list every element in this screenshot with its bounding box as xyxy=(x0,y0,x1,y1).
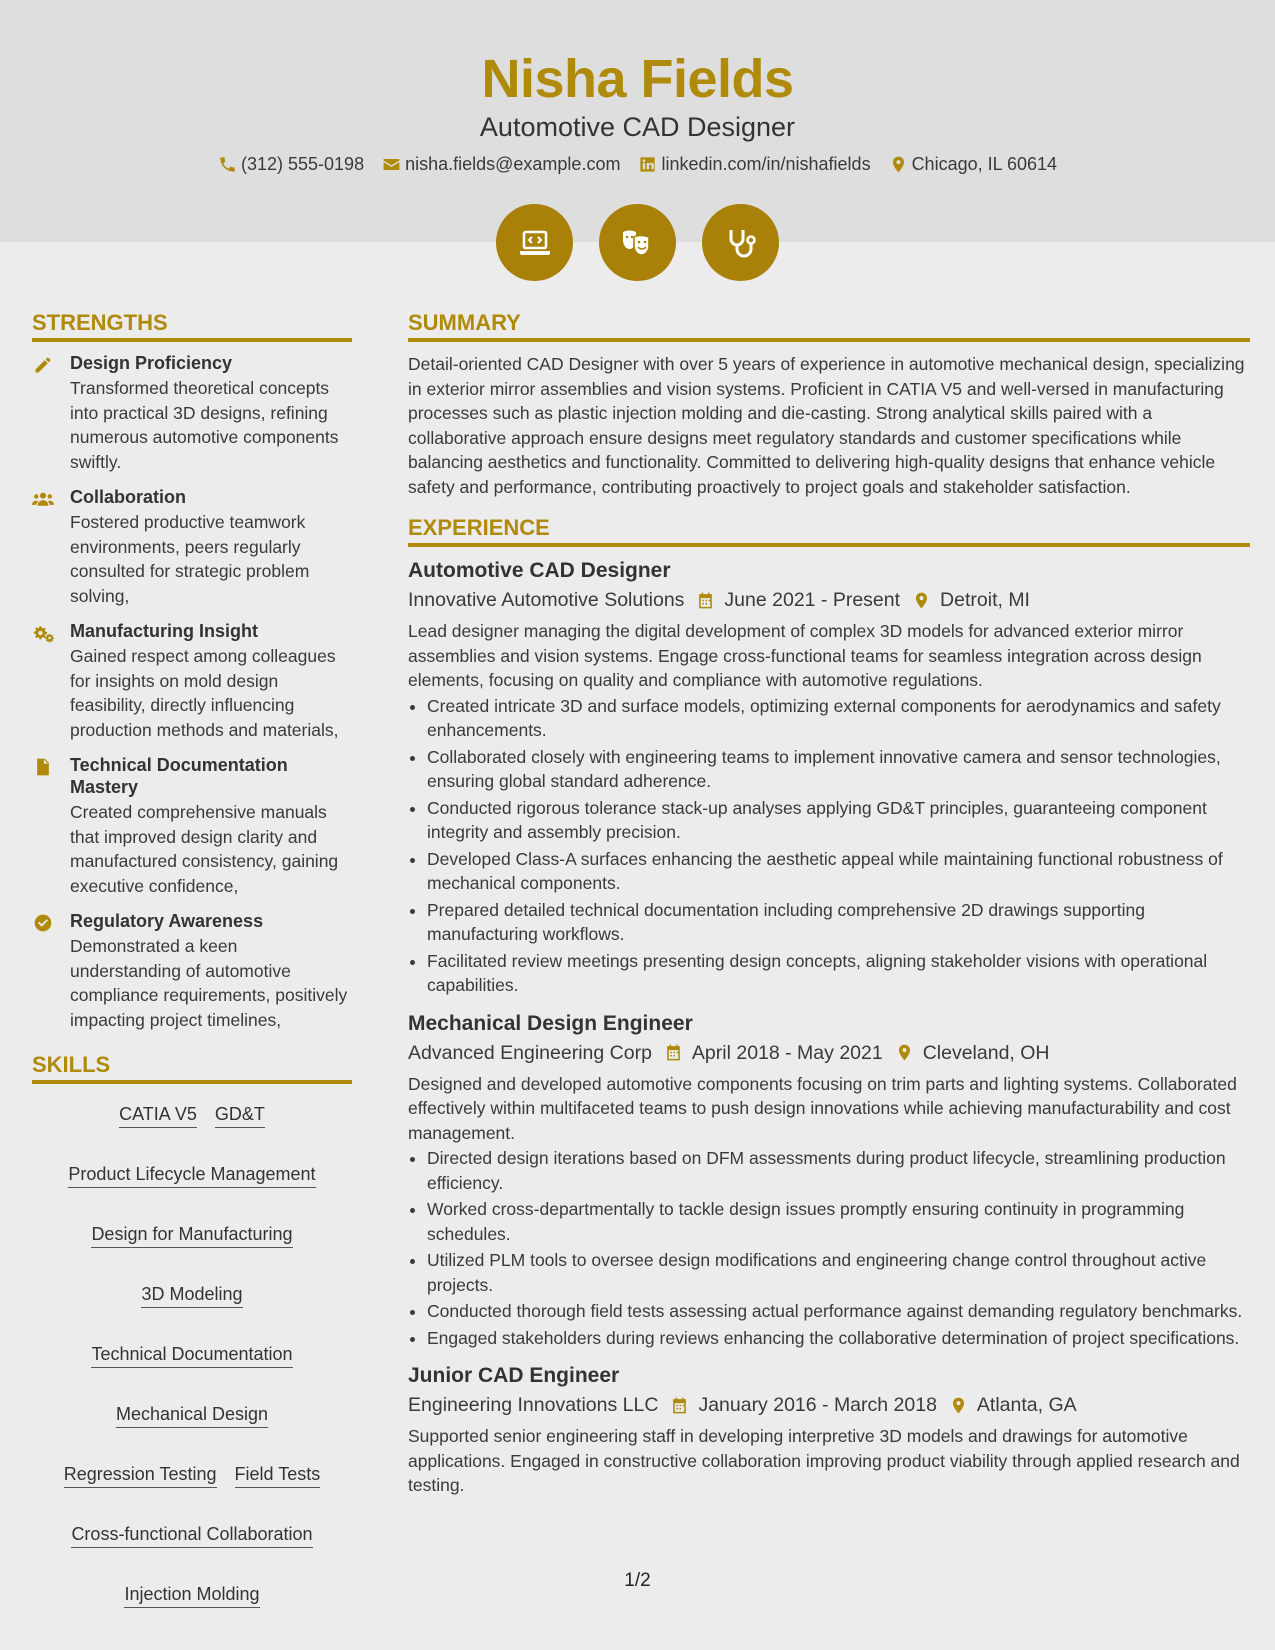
job-dates: June 2021 - Present xyxy=(724,589,901,611)
job-desc: Designed and developed automotive components focusing on trim parts and lighting systems. Collaborated effectively within multifaceted teams to push design innovations while achieving manufacturability and cost management. xyxy=(408,1073,1237,1143)
skill-tag: Mechanical Design xyxy=(116,1402,268,1428)
job-bullet: • Prepared detailed technical documentation including comprehensive 2D drawings supporting manufacturing workflows. xyxy=(427,898,1250,947)
contact-location xyxy=(889,150,1057,178)
skill-tag: GD&T xyxy=(215,1102,265,1128)
strength-desc: Transformed theoretical concepts into practical 3D designs, refining numerous automotive components swiftly. xyxy=(70,378,339,472)
job-bullet: • Developed Class-A surfaces enhancing the aesthetic appeal while maintaining functional robustness of mechanical components. xyxy=(427,847,1250,896)
email-text: nisha.fields@example.com xyxy=(405,154,621,174)
job-dates: January 2016 - March 2018 xyxy=(698,1394,937,1416)
job-title: Automotive CAD Designer xyxy=(408,559,671,582)
job-desc: Lead designer managing the digital development of complex 3D models for advanced exterior mirror assemblies and vision systems. Engage cross-functional teams for seamless integration across design elements, focusing on quality and compliance with automotive regulations. xyxy=(408,621,1202,690)
strength-item xyxy=(32,620,352,742)
strength-item xyxy=(32,486,352,608)
skill-tag: Regression Testing xyxy=(64,1462,217,1488)
job-meta xyxy=(408,585,1250,615)
skills-heading: SKILLS xyxy=(32,1050,352,1084)
candidate-title: Automotive CAD Designer xyxy=(479,112,796,142)
map-marker-icon xyxy=(912,591,931,610)
map-marker-icon xyxy=(889,155,908,174)
strength-desc: Demonstrated a keen understanding of automotive compliance requirements, positively impacting project timelines, xyxy=(70,936,348,1030)
strengths-heading: STRENGTHS xyxy=(32,308,352,342)
contact-email[interactable] xyxy=(382,150,620,178)
job-bullet: • Conducted rigorous tolerance stack-up analyses applying GD&T principles, guaranteeing component integrity and assembly precision. xyxy=(427,796,1250,845)
job-bullet: • Facilitated review meetings presenting design concepts, aligning stakeholder visions with operational capabilities. xyxy=(427,949,1250,998)
skill-tag: Product Lifecycle Management xyxy=(68,1162,315,1188)
page-number: 1/2 xyxy=(624,1570,651,1591)
skills-list xyxy=(32,1098,352,1608)
strength-title: Manufacturing Insight xyxy=(70,621,258,641)
interest-circle-technology xyxy=(496,204,573,281)
job-meta xyxy=(408,1038,1250,1068)
cogs-icon xyxy=(32,623,54,643)
job-bullet: • Created intricate 3D and surface models, optimizing external components for aerodynamics and safety enhancements. xyxy=(427,694,1250,743)
job-location: Detroit, MI xyxy=(940,589,1030,611)
strength-title: Collaboration xyxy=(70,487,186,507)
strength-desc: Gained respect among colleagues for insights on mold design feasibility, directly influencing production methods and materials, xyxy=(70,646,339,740)
file-icon xyxy=(32,757,54,777)
skill-tag: Design for Manufacturing xyxy=(91,1222,292,1248)
job-company: Engineering Innovations LLC xyxy=(408,1394,659,1416)
job-bullets xyxy=(408,694,1250,998)
skill-tag: Injection Molding xyxy=(124,1582,259,1608)
job-bullet: • Engaged stakeholders during reviews enhancing the collaborative determination of project specifications. xyxy=(427,1326,1250,1351)
linkedin-text: linkedin.com/in/nishafields xyxy=(661,154,871,174)
strength-desc: Created comprehensive manuals that improved design clarity and manufactured consistency, gaining executive confidence, xyxy=(70,802,339,896)
location-text: Chicago, IL 60614 xyxy=(911,154,1058,174)
pencil-icon xyxy=(32,355,54,375)
skill-tag: CATIA V5 xyxy=(119,1102,197,1128)
job-location: Atlanta, GA xyxy=(976,1394,1077,1416)
users-icon xyxy=(32,489,54,509)
strength-title: Design Proficiency xyxy=(70,353,233,373)
laptop-code-icon xyxy=(517,225,553,261)
envelope-icon xyxy=(382,155,401,174)
summary-heading: SUMMARY xyxy=(408,308,1250,342)
experience-heading: EXPERIENCE xyxy=(408,513,1250,547)
skill-tag: Cross-functional Collaboration xyxy=(71,1522,312,1548)
job-title: Mechanical Design Engineer xyxy=(408,1011,693,1035)
job-meta xyxy=(408,1390,1250,1420)
left-column xyxy=(32,308,352,1608)
job-bullet: • Directed design iterations based on DFM assessments during product lifecycle, streamlining production efficiency. xyxy=(427,1146,1250,1195)
summary-text: Detail-oriented CAD Designer with over 5 years of experience in automotive mechanical design, specializing in exterior mirror assemblies and vision systems. Proficient in CATIA V5 and well-versed in manufacturing processes such as plastic injection molding and die-casting. Strong analytical skills paired with a collaborative approach ensure designs meet regulatory standards and customer specifications while balancing aesthetics and functionality. Committed to delivering high-quality designs that enhance vehicle safety and performance, contributing proactively to project goals and stakeholder satisfaction. xyxy=(408,354,1245,497)
map-marker-icon xyxy=(949,1396,968,1415)
phone-icon xyxy=(218,155,237,174)
phone-text: (312) 555-0198 xyxy=(240,154,365,174)
calendar-icon xyxy=(664,1043,683,1062)
map-marker-icon xyxy=(895,1043,914,1062)
contact-phone[interactable] xyxy=(218,150,364,178)
job-entry xyxy=(408,1362,1250,1498)
interest-icons xyxy=(0,204,1275,281)
stethoscope-icon xyxy=(723,225,759,261)
strength-item xyxy=(32,352,352,474)
candidate-name: Nisha Fields xyxy=(481,49,794,109)
skill-tag: Field Tests xyxy=(235,1462,321,1488)
contact-linkedin[interactable] xyxy=(638,150,870,178)
check-circle-icon xyxy=(32,913,54,933)
job-entry xyxy=(408,1010,1250,1351)
interest-circle-theater xyxy=(599,204,676,281)
calendar-icon xyxy=(670,1396,689,1415)
job-entry xyxy=(408,557,1250,998)
skill-tag: 3D Modeling xyxy=(141,1282,242,1308)
job-bullet: • Utilized PLM tools to oversee design modifications and engineering change control throughout active projects. xyxy=(427,1248,1250,1297)
job-desc: Supported senior engineering staff in developing interpretive 3D models and drawings for automotive applications. Engaged in constructive collaboration improving product viability through applied research and testing. xyxy=(408,1426,1240,1495)
linkedin-icon xyxy=(638,155,657,174)
theater-masks-icon xyxy=(620,225,656,261)
job-dates: April 2018 - May 2021 xyxy=(691,1041,883,1064)
interest-circle-health xyxy=(702,204,779,281)
calendar-icon xyxy=(696,591,715,610)
job-bullet: • Collaborated closely with engineering teams to implement innovative camera and sensor technologies, ensuring global standard adherence. xyxy=(427,745,1250,794)
strength-item xyxy=(32,910,352,1032)
job-title: Junior CAD Engineer xyxy=(408,1364,620,1387)
skill-tag: Technical Documentation xyxy=(91,1342,292,1368)
strength-item xyxy=(32,754,352,898)
right-column xyxy=(408,308,1250,1510)
job-bullet: • Worked cross-departmentally to tackle design issues promptly ensuring continuity in programming schedules. xyxy=(427,1197,1250,1246)
job-location: Cleveland, OH xyxy=(922,1041,1050,1064)
strength-title: Regulatory Awareness xyxy=(70,911,264,931)
job-company: Advanced Engineering Corp xyxy=(408,1041,652,1064)
job-company: Innovative Automotive Solutions xyxy=(408,589,685,611)
job-bullet: • Conducted thorough field tests assessing actual performance against demanding regulatory benchmarks. xyxy=(427,1299,1250,1324)
strength-desc: Fostered productive teamwork environments, peers regularly consulted for strategic problem solving, xyxy=(70,512,310,606)
contact-bar xyxy=(0,150,1275,178)
strength-title: Technical Documentation Mastery xyxy=(70,755,288,797)
job-bullets xyxy=(408,1146,1250,1350)
